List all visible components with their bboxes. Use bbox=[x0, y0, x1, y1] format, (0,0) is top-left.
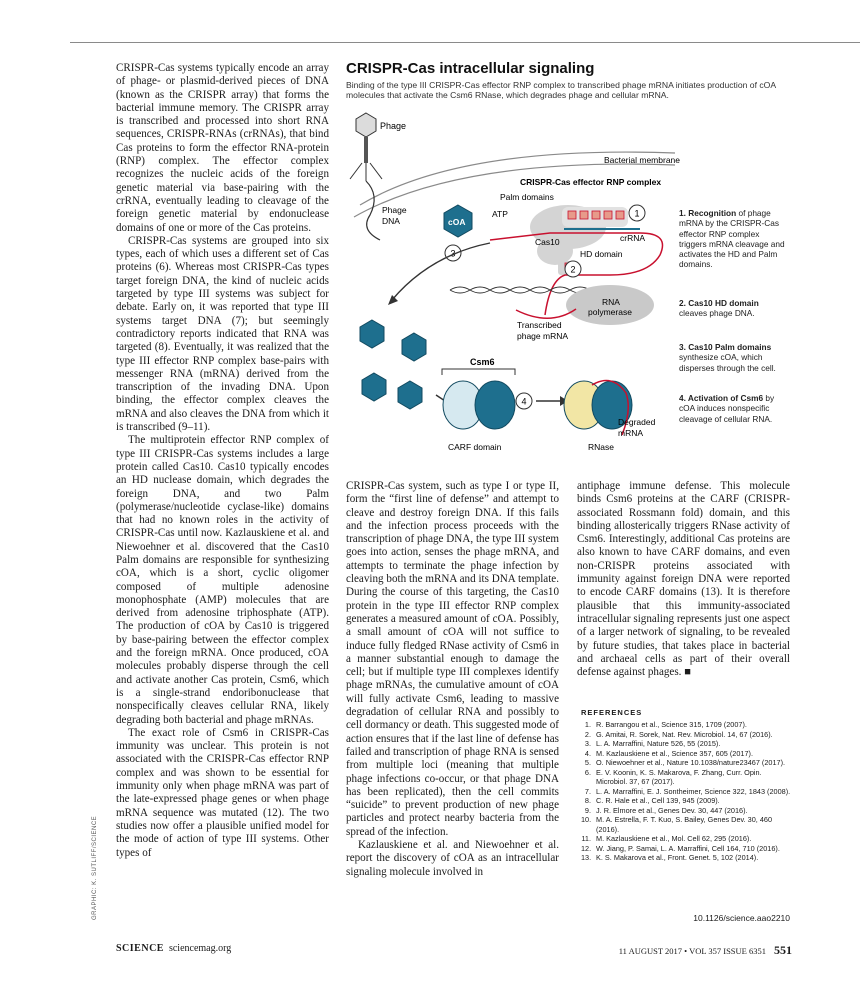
label-transcribed-1: Transcribed bbox=[517, 320, 562, 330]
reference-text: C. R. Hale et al., Cell 139, 945 (2009). bbox=[596, 796, 720, 805]
top-rule bbox=[70, 42, 860, 43]
label-csm6: Csm6 bbox=[470, 357, 495, 367]
step-4-marker bbox=[516, 393, 532, 409]
reference-item bbox=[581, 796, 791, 806]
step-1-caption: 1. Recognition of phage mRNA by the CRISPR-Cas effector RNP complex triggers mRNA cleavage and activates the HD and Palm domains. bbox=[679, 208, 785, 270]
reference-number: 1. bbox=[584, 720, 591, 729]
arrow-disperse bbox=[392, 243, 490, 300]
reference-text: E. V. Koonin, K. S. Makarova, F. Zhang, Curr. Opin. Microbiol. 37, 67 (2017). bbox=[596, 767, 762, 786]
footer-right bbox=[560, 943, 792, 958]
step-3-caption: 3. Cas10 Palm domains synthesize cOA, which disperses through the cell. bbox=[679, 342, 776, 373]
reference-item bbox=[581, 853, 791, 863]
paragraph: CRISPR-Cas system, such as type I or type II, form the “first line of defense” and attempt to cleave and destroy foreign DNA. If this fails and the infection process proceeds with the transcription of phage DNA, the type III system goes into action, senses the phage mRNA, and attempts to terminate the phage infection by cleaving both the mRNA and its DNA template. During the course of this targeting, the Cas10 protein in the type III effector RNP complex generates a measured amount of cOA. Possibly, a small amount of cOA will not suffice to induce fully fledged RNase activity of Csm6 in a manner substantial enough to damage the cell; but if multiple type III complexes identify phage mRNAs, the cumulative amount of cOA will fully activate Csm6, leading to massive degradation of cellular RNA and possibly to cell dormancy or death. This suggested mode of action ensures that if the last line of defense has failed and transcription of phage RNA is sensed from multiple loci (meaning that multiple phage infections co-occur, or that phage DNA has been replicated), then the cell commits “suicide” to prevent production of new phage particles and protect nearby bacteria from the spread of the infection. bbox=[346, 480, 559, 838]
label-effector-complex: CRISPR-Cas effector RNP complex bbox=[520, 177, 662, 187]
page-number: 551 bbox=[774, 943, 792, 957]
journal-name: SCIENCE bbox=[116, 943, 164, 954]
reference-text: W. Jiang, P. Samai, L. A. Marraffini, Cell 164, 710 (2016). bbox=[596, 843, 780, 853]
label-phage-dna-1: Phage bbox=[382, 205, 407, 215]
references-heading: REFERENCES bbox=[581, 708, 643, 717]
issue-info: 11 AUGUST 2017 • VOL 357 ISSUE 6351 bbox=[618, 946, 766, 956]
reference-number: 13. bbox=[581, 853, 592, 862]
reference-number: 11. bbox=[581, 834, 591, 843]
reference-item bbox=[581, 758, 791, 768]
reference-text: M. A. Estrella, F. T. Kuo, S. Bailey, Genes Dev. 30, 460 (2016). bbox=[596, 815, 773, 834]
reference-text: K. S. Makarova et al., Front. Genet. 5, 102 (2014). bbox=[596, 853, 759, 862]
label-phage-dna-2: DNA bbox=[382, 216, 400, 226]
label-coa: cOA bbox=[448, 217, 466, 227]
label-crrna: crRNA bbox=[620, 233, 646, 243]
step-4-caption: 4. Activation of Csm6 by cOA induces nonspecific cleavage of cellular RNA. bbox=[679, 393, 775, 424]
svg-text:1: 1 bbox=[634, 208, 640, 219]
reference-number: 3. bbox=[584, 739, 591, 748]
step-2-marker bbox=[565, 261, 581, 277]
label-degraded-2: mRNA bbox=[618, 428, 644, 438]
coa-cluster-icon bbox=[360, 320, 426, 409]
label-atp: ATP bbox=[492, 209, 508, 219]
reference-number: 2. bbox=[584, 729, 591, 739]
paragraph: Kazlauskiene et al. and Niewoehner et al. report the discovery of cOA as an intracellular signaling molecule involved in bbox=[346, 839, 559, 878]
label-rna-polymerase-1: RNA bbox=[602, 297, 620, 307]
paragraph: The exact role of Csm6 in CRISPR-Cas immunity was unclear. This protein is not associated with the CRISPR-Cas effector RNP complex and was shown to be essential for immunity only when phage mRNA was part of the late-expressed phage genes or when phage mRNA sequence was mutated (12). The two studies now offer a plausible unified model for the mode of action of type III systems. Other types of bbox=[116, 726, 329, 859]
reference-item bbox=[581, 768, 791, 787]
step-1-marker bbox=[629, 205, 645, 221]
label-phage: Phage bbox=[380, 121, 407, 131]
reference-text: O. Niewoehner et al., Nature 10.1038/nature23467 (2017). bbox=[596, 758, 786, 767]
reference-item bbox=[581, 815, 791, 834]
reference-item bbox=[581, 739, 791, 749]
reference-item bbox=[581, 749, 791, 759]
reference-number: 7. bbox=[584, 786, 591, 796]
journal-site: sciencemag.org bbox=[168, 943, 232, 954]
paragraph: The multiprotein effector RNP complex of type III CRISPR-Cas systems includes a large protein called Cas10. Cas10 typically encodes an HD nuclease domain, which degrades the foreign DNA, and two Palm (polymerase/nucleotide cyclase-like) domains that had no known roles in the activity of CRISPR-Cas until now. Kazlauskiene et al. and Niewoehner et al. discovered that the Cas10 Palm domains are responsible for synthesizing cOA, which is a short, cyclic oligomer composed of multiple adenosine monophosphate (AMP) molecules that are derived from adenosine triphosphate (ATP). The production of cOA by Cas10 is triggered by base-pairing between the effector complex and the foreign mRNA. Once produced, cOA molecules probably disperse through the cell and activate another Cas protein, Csm6, which is a single-strand endoribonuclease that nonspecifically cleaves cellular RNA, likely degrading both bacterial and phage mRNAs. bbox=[116, 434, 329, 726]
paragraph: antiphage immune defense. This molecule binds Csm6 proteins at the CARF (CRISPR-associated Rossmann fold) domain, and this binding allosterically triggers RNase activity of Csm6. Interestingly, additional Cas proteins are also known to have CARF domains, and even non-CRISPR proteins associated with immunity against foreign DNA were reported to encode CARF domains (13). It is therefore plausible that this immunity-associated intracellular signaling represents just one aspect of a larger network of signaling, to be revealed by future studies, that takes place in bacterial and archaeal cells as part of their overall defense against phages. ■ bbox=[577, 480, 790, 679]
phage-icon bbox=[350, 113, 382, 240]
label-rna-polymerase-2: polymerase bbox=[588, 307, 632, 317]
coa-molecule-icon bbox=[444, 205, 472, 237]
body-column-3 bbox=[577, 480, 790, 679]
svg-text:3: 3 bbox=[450, 248, 456, 259]
reference-text: J. R. Elmore et al., Genes Dev. 30, 447 (2016). bbox=[596, 805, 748, 815]
reference-text: M. Kazlauskiene et al., Mol. Cell 62, 295 (2016). bbox=[596, 834, 752, 843]
reference-number: 8. bbox=[584, 796, 591, 805]
label-rnase: RNase bbox=[588, 442, 614, 452]
label-transcribed-2: phage mRNA bbox=[517, 331, 569, 341]
crispr-diagram bbox=[340, 105, 680, 465]
reference-item bbox=[581, 834, 791, 844]
label-cas10: Cas10 bbox=[535, 237, 560, 247]
reference-item bbox=[581, 844, 791, 854]
reference-number: 12. bbox=[581, 843, 592, 853]
svg-text:4: 4 bbox=[521, 396, 527, 407]
reference-text: R. Barrangou et al., Science 315, 1709 (2007). bbox=[596, 720, 747, 729]
reference-item bbox=[581, 720, 791, 730]
reference-text: L. A. Marraffini, Nature 526, 55 (2015). bbox=[596, 739, 721, 748]
body-column-2 bbox=[346, 480, 559, 879]
label-hd-domain: HD domain bbox=[580, 249, 623, 259]
doi: 10.1126/science.aao2210 bbox=[693, 913, 790, 923]
step-3-marker bbox=[445, 245, 461, 261]
label-bacterial-membrane: Bacterial membrane bbox=[603, 155, 680, 165]
reference-text: L. A. Marraffini, E. J. Sontheimer, Science 322, 1843 (2008). bbox=[596, 786, 791, 796]
reference-item bbox=[581, 806, 791, 816]
reference-text: M. Kazlauskiene et al., Science 357, 605 (2017). bbox=[596, 748, 753, 758]
body-column-1 bbox=[116, 62, 329, 860]
paragraph: CRISPR-Cas systems typically encode an array of phage- or plasmid-derived pieces of DNA (known as the CRISPR array) that forms the bacterial immune memory. The CRISPR array is transcribed and processed into short RNA sequences, CRISPR-RNAs (crRNAs), that bind Cas proteins to form the effector RNA-protein (RNP) complex. The effector complex recognizes the nucleic acids of the foreign genetic material via base-pairing with the crRNA, eventually leading to cleavage of the foreign genetic material by endonuclease domains of one or more of the Cas proteins. bbox=[116, 62, 329, 234]
reference-item bbox=[581, 730, 791, 740]
figure-title: CRISPR-Cas intracellular signaling bbox=[346, 60, 595, 77]
reference-number: 10. bbox=[581, 815, 592, 824]
footer-left bbox=[116, 943, 231, 954]
reference-number: 9. bbox=[584, 805, 591, 815]
reference-text: G. Amitai, R. Sorek, Nat. Rev. Microbiol. 14, 67 (2016). bbox=[596, 729, 773, 739]
step-2-caption: 2. Cas10 HD domain cleaves phage DNA. bbox=[679, 298, 759, 319]
csm6-inactive-icon bbox=[443, 381, 515, 429]
phage-dna-strand-b bbox=[450, 287, 590, 293]
reference-item bbox=[581, 787, 791, 797]
svg-text:2: 2 bbox=[570, 264, 576, 275]
reference-number: 5. bbox=[584, 758, 591, 767]
label-degraded-1: Degraded bbox=[618, 417, 656, 427]
references-list bbox=[581, 720, 791, 863]
label-carf-domain: CARF domain bbox=[448, 442, 502, 452]
reference-number: 4. bbox=[584, 748, 591, 758]
label-palm-domains: Palm domains bbox=[500, 192, 554, 202]
reference-number: 6. bbox=[584, 767, 591, 777]
paragraph: CRISPR-Cas systems are grouped into six types, each of which uses a different set of Cas proteins (6). Whereas most CRISPR-Cas types target foreign DNA, the kind of nucleic acids targeted by type III systems was subject for debate. Early on, it was reported that type III systems target DNA (7); but seemingly contradictory reports indicated that RNA was targeted (8). Eventually, it was realized that the type III effector RNP complex base-pairs with messenger RNA (mRNA) derived from the transcription of the invading DNA. Upon binding, the effector complex cleaves the mRNA and also cleaves the DNA from which it is transcribed (9–11). bbox=[116, 234, 329, 434]
graphic-credit: GRAPHIC: K. SUTLIFF/SCIENCE bbox=[92, 815, 98, 920]
figure-subtitle: Binding of the type III CRISPR-Cas effector RNP complex to transcribed phage mRNA initiates production of cOA molecules that activate the Csm6 RNase, which degrades phage and cellular mRNA. bbox=[346, 80, 776, 101]
